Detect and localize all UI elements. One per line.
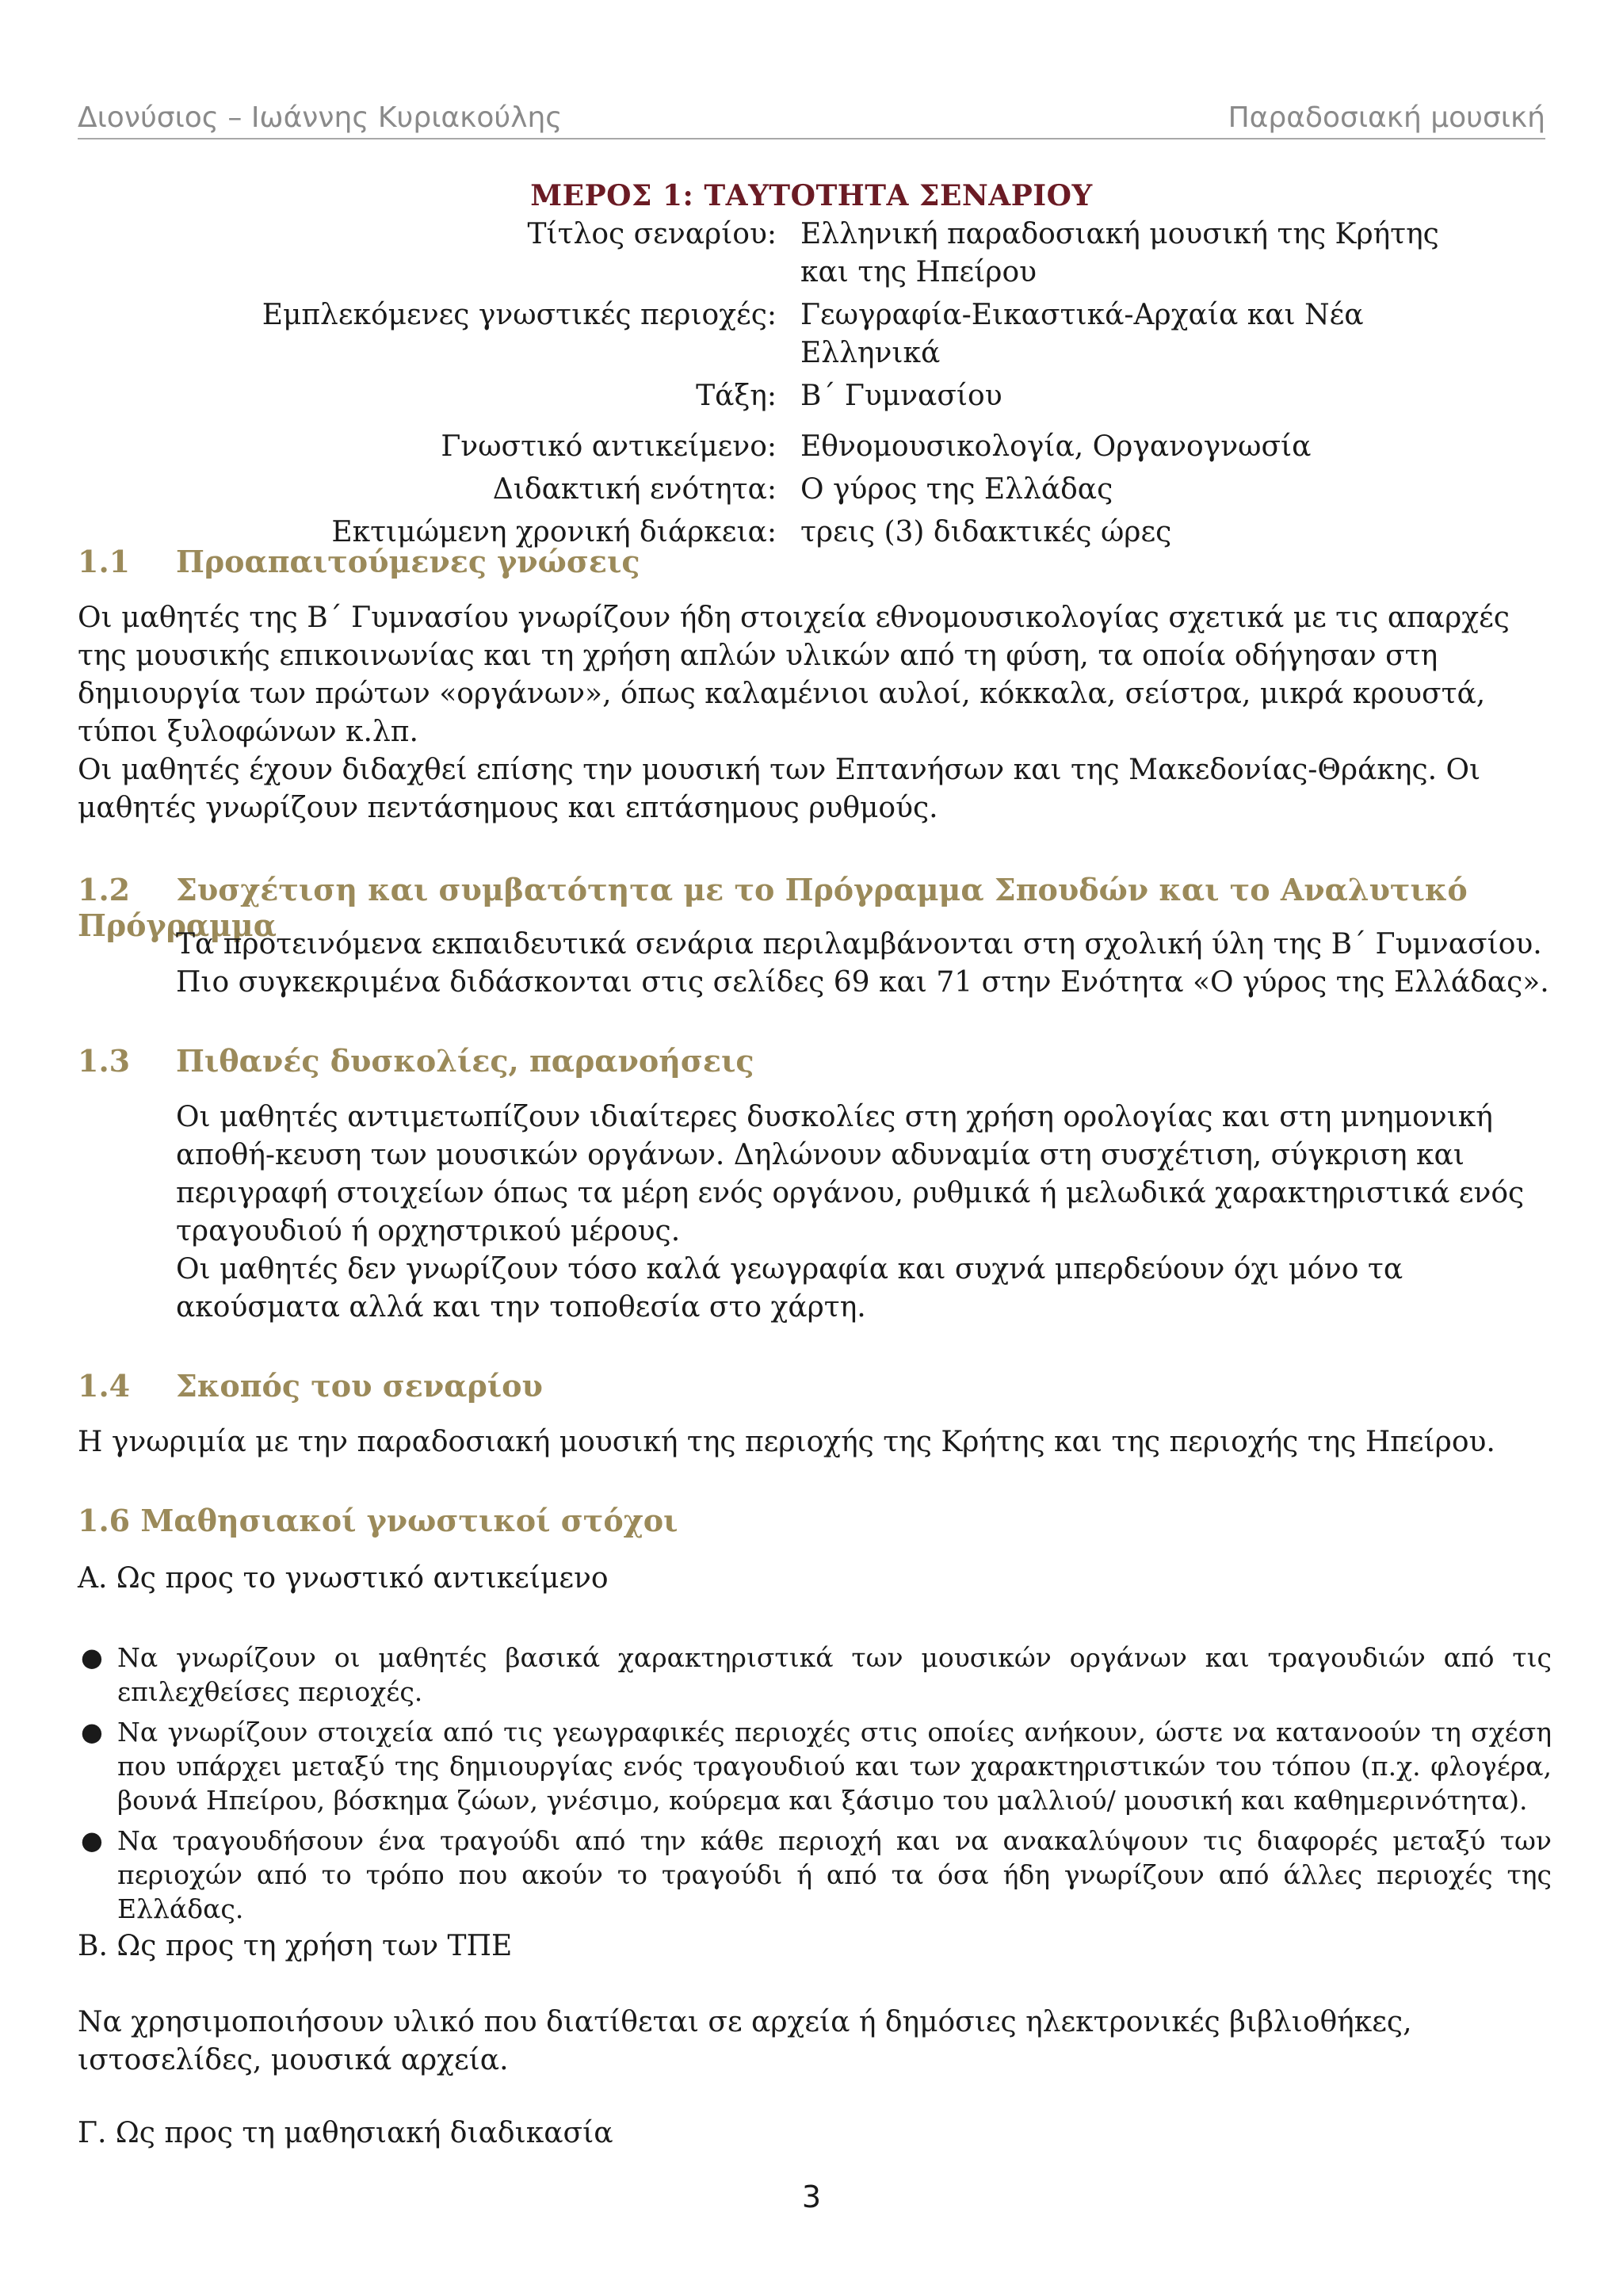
paragraph: Τα προτεινόμενα εκπαιδευτικά σενάρια περιλαμβάνονται στη σχολική ύλη της Β΄ Γυμνασίου. Πιο συγκεκριμένα διδάσκονται στις σελίδες 69 και 71 στην Ενότητα «Ο γύρος της Ελλάδας».	[176, 928, 1549, 999]
paragraph: Οι μαθητές της Β΄ Γυμνασίου γνωρίζουν ήδη στοιχεία εθνομουσικολογίας σχετικά με τις απαρχές της μουσικής επικοινωνίας και τη χρήση απλών υλικών από τη φύση, τα οποία οδήγησαν στη δημιουργία των πρώτων «οργάνων», όπως καλαμένιοι αυλοί, κόκκαλα, σείστρα, μικρά κρουστά, τύποι ξυλοφώνων κ.λπ.	[78, 602, 1510, 748]
section-body-1-1	[78, 599, 1552, 827]
list-item	[78, 1715, 1552, 1817]
meta-row-class	[78, 377, 1545, 415]
part-title: ΜΕΡΟΣ 1: ΤΑΥΤΟΤΗΤΑ ΣΕΝΑΡΙΟΥ	[530, 179, 1093, 212]
section-body-1-4	[78, 1423, 1552, 1461]
section-title: Σκοπός του σεναρίου	[176, 1368, 543, 1404]
meta-label: Γνωστικό αντικείμενο:	[441, 430, 777, 463]
subheading-b: Β. Ως προς τη χρήση των ΤΠΕ	[78, 1930, 513, 1962]
section-title: Προαπαιτούμενες γνώσεις	[176, 544, 640, 579]
meta-row-subject	[78, 428, 1545, 466]
section-body-1-3	[176, 1098, 1555, 1327]
meta-label: Τάξη:	[696, 380, 777, 412]
section-title: Συσχέτιση και συμβατότητα με το Πρόγραμμα Σπουδών και το Αναλυτικό Πρόγραμμα	[78, 872, 1468, 943]
section-heading-1-6: 1.6 Μαθησιακοί γνωστικοί στόχοι	[78, 1503, 678, 1538]
meta-value: Β΄ Γυμνασίου	[800, 380, 1002, 412]
subheading-c: Γ. Ως προς τη μαθησιακή διαδικασία	[78, 2117, 613, 2149]
meta-row-title	[78, 216, 1545, 292]
meta-value: Ελληνική παραδοσιακή μουσική της Κρήτης και της Ηπείρου	[800, 218, 1439, 288]
meta-row-areas	[78, 296, 1545, 372]
meta-value: Ο γύρος της Ελλάδας	[800, 473, 1113, 506]
bullet-icon: ●	[81, 1642, 103, 1672]
section-number: 1.4	[78, 1368, 131, 1404]
section-heading-1-3	[78, 1043, 754, 1079]
list-item-text: Να γνωρίζουν στοιχεία από τις γεωγραφικές περιοχές στις οποίες ανήκουν, ώστε να κατανοούν τη σχέση που υπάρχει μεταξύ της δημιουργίας ενός τραγουδιού και των χαρακτηριστικών του τόπου (π.χ. φλογέρα, βουνά Ηπείρου, βόσκημα ζώων, γνέσιμο, κούρεμα και ξάσιμο του μαλλιού/ μουσική και καθημερινότητα).	[117, 1717, 1552, 1816]
meta-value: τρεις (3) διδακτικές ώρες	[800, 516, 1172, 548]
list-item-text: Να γνωρίζουν οι μαθητές βασικά χαρακτηριστικά των μουσικών οργάνων και τραγουδιών από τις επιλεχθείσες περιοχές.	[117, 1642, 1552, 1707]
section-heading-1-4	[78, 1368, 543, 1404]
meta-label: Εμπλεκόμενες γνωστικές περιοχές:	[262, 299, 777, 331]
meta-row-unit	[78, 471, 1545, 509]
paragraph: Η γνωριμία με την παραδοσιακή μουσική της περιοχής της Κρήτης και της περιοχής της Ηπείρου.	[78, 1426, 1495, 1458]
list-item	[78, 1824, 1552, 1926]
section-number: 1.3	[78, 1043, 131, 1079]
section-number: 1.1	[78, 544, 131, 579]
meta-label: Διδακτική ενότητα:	[492, 473, 777, 506]
section-heading-1-1	[78, 544, 640, 579]
meta-value: Εθνομουσικολογία, Οργανογνωσία	[800, 430, 1312, 463]
section-number: 1.2	[78, 872, 131, 907]
subheading-a: Α. Ως προς το γνωστικό αντικείμενο	[78, 1562, 609, 1595]
paragraph: Οι μαθητές έχουν διδαχθεί επίσης την μουσική των Επτανήσων και της Μακεδονίας-Θράκης. Οι μαθητές γνωρίζουν πεντάσημους και επτάσημους ρυθμούς.	[78, 754, 1481, 824]
list-item-text: Να τραγουδήσουν ένα τραγούδι από την κάθε περιοχή και να ανακαλύψουν τις διαφορές μεταξύ των περιοχών από το τρόπο που ακούν το τραγούδι ή από τα όσα ήδη γνωρίζουν από άλλες περιοχές της Ελλάδας.	[117, 1825, 1552, 1924]
paragraph: Οι μαθητές αντιμετωπίζουν ιδιαίτερες δυσκολίες στη χρήση ορολογίας και στη μνημονική αποθή-κευση των μουσικών οργάνων. Δηλώνουν αδυναμία στη συσχέτιση, σύγκριση και περιγραφή στοιχείων όπως τα μέρη ενός οργάνου, ρυθμικά ή μελωδικά χαρακτηριστικά ενός τραγουδιού ή ορχηστρικού μέρους.	[176, 1101, 1525, 1247]
section-body-1-2	[176, 926, 1555, 1002]
section-title: Πιθανές δυσκολίες, παρανοήσεις	[176, 1043, 754, 1079]
header-subject: Παραδοσιακή μουσική	[1228, 101, 1545, 134]
meta-label: Εκτιμώμενη χρονική διάρκεια:	[331, 516, 777, 548]
bullet-icon: ●	[81, 1825, 103, 1855]
objectives-list	[78, 1641, 1552, 1932]
page-number: 3	[801, 2179, 822, 2214]
bullet-icon: ●	[81, 1717, 103, 1747]
meta-label: Τίτλος σεναρίου:	[527, 218, 777, 250]
meta-value: Γεωγραφία-Εικαστικά-Αρχαία και Νέα Ελληνικά	[800, 299, 1364, 369]
list-item	[78, 1641, 1552, 1709]
paragraph: Οι μαθητές δεν γνωρίζουν τόσο καλά γεωγραφία και συχνά μπερδεύουν όχι μόνο τα ακούσματα αλλά και την τοποθεσία στο χάρτη.	[176, 1253, 1403, 1324]
header-rule	[78, 138, 1545, 139]
paragraph-b: Να χρησιμοποιήσουν υλικό που διατίθεται σε αρχεία ή δημόσιες ηλεκτρονικές βιβλιοθήκες, ιστοσελίδες, μουσικά αρχεία.	[78, 2006, 1412, 2076]
scenario-identity-table	[78, 216, 1545, 556]
header-author: Διονύσιος – Ιωάννης Κυριακούλης	[78, 101, 563, 134]
